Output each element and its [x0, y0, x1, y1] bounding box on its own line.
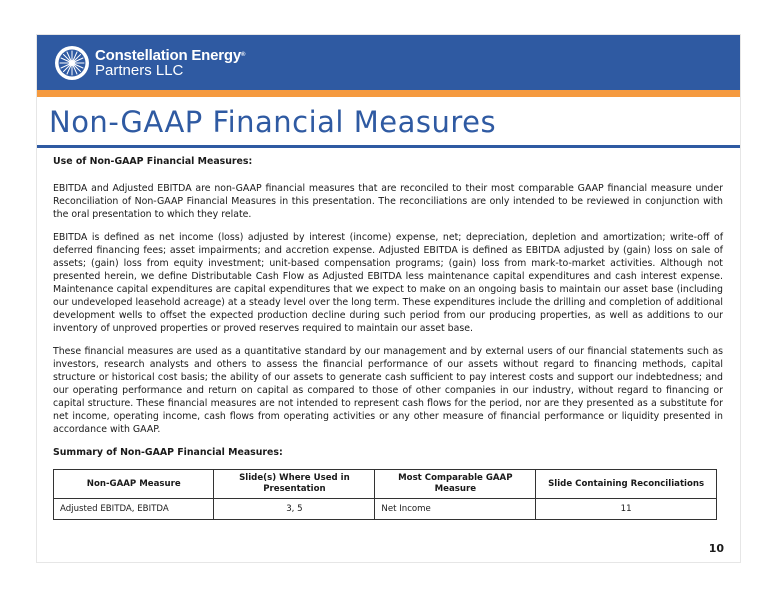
content-body	[53, 155, 723, 520]
brand-logo	[55, 43, 245, 83]
column-header: Non-GAAP Measure	[54, 470, 214, 499]
title-divider	[37, 145, 740, 148]
accent-stripe	[37, 90, 740, 97]
paragraph-2: EBITDA is defined as net income (loss) adjusted by interest (income) expense, net; depreciation, depletion and amortization; write-off of deferred financing fees; asset impairments; and accretion expense. Adjusted EBITDA is defined as EBITDA adjusted by (gain) loss on sale of assets; (gain) loss from equity investment; unit-based compensation programs; (gain) loss from mark-to-market activities. Although not presented herein, we define Distributable Cash Flow as Adjusted EBITDA less maintenance capital expenditures and cash interest expense. Maintenance capital expenditures are capital expenditures that we expect to make on an ongoing basis to maintain our asset base (including our undeveloped leasehold acreage) at a steady level over the long term. These expenditures include the drilling and completion of additional development wells to offset the expected production decline during such period from our producing properties, as well as additions to our inventory of unproved properties or proved reserves required to maintain our asset base.	[53, 232, 723, 334]
brand-name	[95, 48, 245, 78]
column-header: Most Comparable GAAP Measure	[375, 470, 536, 499]
page-number: 10	[708, 542, 724, 555]
table-cell: Net Income	[375, 499, 536, 520]
page-title: Non-GAAP Financial Measures	[49, 105, 497, 139]
brand-line1: Constellation Energy	[95, 47, 242, 64]
section-label: Use of Non-GAAP Financial Measures:	[53, 156, 253, 167]
brand-line2: Partners LLC	[95, 62, 184, 79]
table-cell: Adjusted EBITDA, EBITDA	[54, 499, 214, 520]
table-header-row	[54, 470, 717, 499]
table-cell: 11	[536, 499, 717, 520]
table-row	[54, 499, 717, 520]
summary-table	[53, 469, 717, 520]
summary-label: Summary of Non-GAAP Financial Measures:	[53, 447, 283, 458]
slide	[37, 35, 740, 562]
table-cell: 3, 5	[214, 499, 375, 520]
column-header: Slide Containing Reconciliations	[536, 470, 717, 499]
header-band	[37, 35, 740, 90]
starburst-logo-icon	[55, 46, 89, 80]
column-header: Slide(s) Where Used in Presentation	[214, 470, 375, 499]
paragraph-1: EBITDA and Adjusted EBITDA are non-GAAP financial measures that are reconciled to their most comparable GAAP financial measure under Reconciliation of Non-GAAP Financial Measures in this presentation. The reconciliations are only intended to be reviewed in conjunction with the oral presentation to which they relate.	[53, 183, 723, 220]
brand-trademark: ®	[241, 52, 246, 58]
paragraph-3: These financial measures are used as a quantitative standard by our management and by external users of our financial statements such as investors, research analysts and others to assess the financial performance of our assets without regard to financing methods, capital structure or historical cost basis; the ability of our assets to generate cash sufficient to pay interest costs and support our indebtedness; and our operating performance and return on capital as compared to those of other companies in our industry, without regard to financing or capital structure. These financial measures are not intended to represent cash flows for the period, nor are they presented as a substitute for net income, operating income, cash flows from operating activities or any other measure of financial performance or liquidity presented in accordance with GAAP.	[53, 346, 723, 435]
